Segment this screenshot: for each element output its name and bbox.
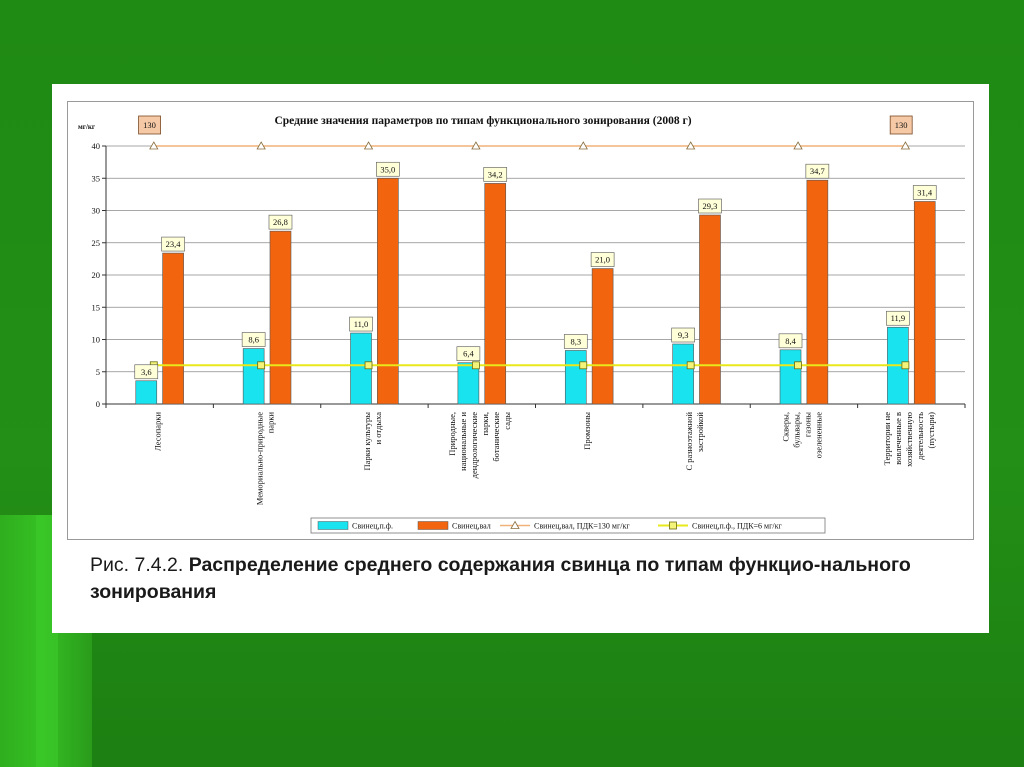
category-label-line: ботанические	[491, 412, 502, 462]
data-label: 8,3	[570, 336, 582, 347]
category-label-line: газоны	[802, 412, 813, 438]
legend-label: Свинец,вал	[452, 521, 491, 531]
pdk-6-marker	[580, 362, 587, 369]
data-label: 11,0	[353, 319, 369, 330]
pdk-6-marker	[258, 362, 265, 369]
bar-total-lead	[377, 178, 398, 404]
category-label	[254, 412, 275, 506]
category-labels	[153, 411, 937, 505]
y-tick-label: 10	[91, 334, 100, 345]
category-label	[780, 412, 823, 459]
bars	[136, 178, 935, 404]
bar-mobile-lead	[673, 344, 694, 404]
y-tick-label: 5	[95, 366, 100, 377]
figure-card	[52, 84, 989, 633]
category-label-line: Парки культуры	[361, 412, 372, 471]
pdk-130-label: 130	[894, 120, 908, 130]
category-label-line: хозяйственную	[904, 412, 915, 467]
figure-caption-text: Распределение среднего содержания свинца по типам функцио-нального зонирования	[90, 554, 911, 603]
data-label: 26,8	[273, 217, 288, 228]
y-axis-unit-label: мг/кг	[78, 123, 96, 131]
bar-total-lead	[270, 231, 291, 404]
y-tick-label: 35	[91, 173, 100, 184]
data-label: 8,4	[785, 335, 796, 346]
category-label-line: бульвары,	[791, 412, 802, 448]
bar-total-lead	[914, 201, 935, 404]
pdk-130-label: 130	[143, 120, 156, 130]
pdk-6-marker	[902, 362, 909, 369]
y-tick-label: 0	[95, 399, 100, 409]
y-tick-label: 15	[91, 302, 100, 313]
data-label: 31,4	[917, 187, 933, 198]
data-label: 8,6	[248, 334, 259, 345]
bar-mobile-lead	[136, 381, 157, 404]
category-label-line: национальные и	[458, 412, 469, 471]
data-label: 35,0	[380, 164, 396, 175]
category-label-line: вовлеченные в	[893, 412, 904, 465]
data-label: 9,3	[677, 330, 689, 341]
figure-number: Рис. 7.4.2.	[90, 554, 184, 576]
category-label-line: Природные,	[447, 412, 458, 456]
bar-total-lead	[592, 269, 613, 404]
legend-swatch	[318, 522, 348, 530]
category-label-line: Мемориально-природные	[254, 412, 265, 506]
legend-label: Свинец,п.ф., ПДК=6 мг/кг	[692, 521, 782, 531]
data-label: 11,9	[890, 313, 906, 324]
data-label: 6,4	[463, 348, 474, 359]
data-label: 29,3	[702, 201, 718, 212]
bar-mobile-lead	[780, 350, 801, 404]
bar-total-lead	[807, 180, 828, 404]
figure-caption	[90, 552, 980, 606]
category-label	[447, 412, 512, 479]
legend-marker	[670, 522, 677, 529]
category-label-line: Промзоны	[582, 412, 593, 450]
pdk-6-marker	[687, 362, 694, 369]
bar-mobile-lead	[243, 349, 264, 404]
category-label-line: и отдыха	[372, 412, 383, 445]
lead-distribution-chart	[68, 102, 973, 539]
category-label-line: Лесопарки	[152, 412, 163, 451]
pdk-6-marker	[365, 362, 372, 369]
bar-total-lead	[163, 253, 184, 404]
category-label-line: дендрологические	[469, 412, 480, 479]
category-label-line: С разноэтажной	[683, 412, 694, 471]
category-label-line: (пустыри)	[926, 412, 937, 449]
category-label	[362, 412, 383, 471]
category-label	[684, 412, 705, 471]
category-label	[582, 412, 592, 450]
data-label: 34,2	[487, 169, 503, 180]
category-label-line: озелененные	[813, 412, 824, 459]
category-label-line: Территории не	[882, 412, 893, 466]
chart-title: Средние значения параметров по типам функционального зонирования (2008 г)	[274, 115, 692, 127]
bar-total-lead	[699, 215, 720, 404]
pdk-6-marker	[472, 362, 479, 369]
bar-mobile-lead	[565, 350, 586, 404]
bar-total-lead	[485, 183, 506, 404]
category-label	[153, 412, 163, 451]
chart-frame	[67, 101, 974, 540]
category-label-line: парки	[265, 412, 276, 434]
legend-label: Свинец,вал, ПДК=130 мг/кг	[534, 521, 630, 531]
y-tick-label: 25	[91, 237, 100, 248]
y-tick-label: 40	[91, 141, 100, 151]
legend	[311, 518, 825, 533]
data-label: 21,0	[595, 254, 611, 265]
category-label-line: застройкой	[694, 412, 705, 453]
category-label-line: сады	[502, 412, 513, 430]
data-label: 23,4	[165, 239, 181, 250]
pdk-6-marker	[795, 362, 802, 369]
y-tick-label: 30	[91, 205, 100, 216]
legend-label: Свинец,п.ф.	[352, 521, 393, 531]
legend-swatch	[418, 522, 448, 530]
y-tick-label: 20	[91, 270, 100, 280]
category-label-line: парки,	[480, 412, 491, 436]
category-label-line: Скверы,	[780, 412, 791, 442]
data-label: 34,7	[809, 166, 825, 177]
category-label	[882, 411, 936, 467]
category-label-line: деятельность	[915, 412, 926, 460]
data-label: 3,6	[140, 366, 152, 377]
